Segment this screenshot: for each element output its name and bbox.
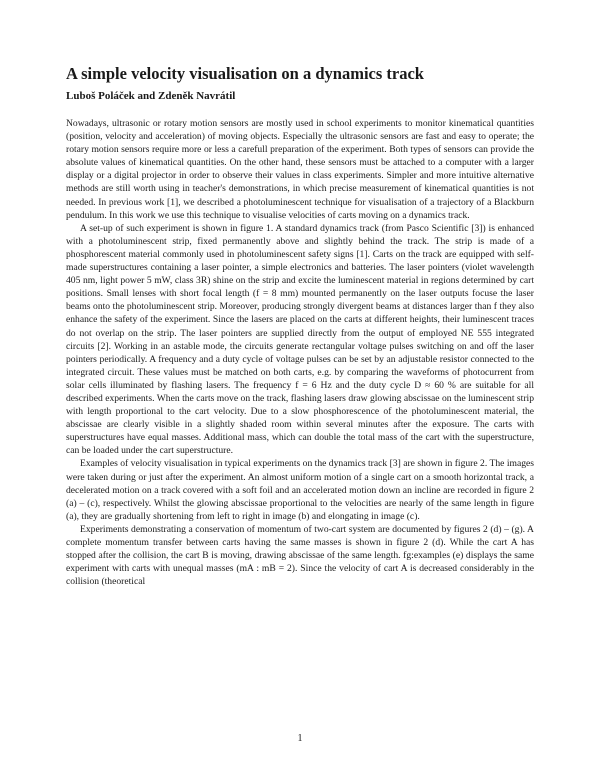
paragraph-examples: Examples of velocity visualisation in typical experiments on the dynamics track [3] are shown in figure 2. The images were taken during or just after the experiment. An almost uniform motion of a single cart on a smooth horizontal track, a decelerated motion on a track covered with a soft foil and an accelerated motion down an incline are recorded in figure 2 (a) – (c), respectively. Whilst the glowing abscissae proportional to the velocities are nearly of the same length in figure (a), they are gradually shortening from left to right in image (b) and elongating in image (c). <box>66 458 534 522</box>
paper-body <box>66 117 534 588</box>
page-number: 1 <box>297 733 303 744</box>
paragraph-setup: A set-up of such experiment is shown in figure 1. A standard dynamics track (from Pasco Scientific [3]) is enhanced with a photoluminescent strip, fixed permanently above and slightly behind the track. The strip is made of a phosphorescent material commonly used in photoluminescent safety signs [1]. Carts on the track are equipped with self-made superstructures containing a laser pointer, a simple electronics and batteries. The laser pointers (violet wavelength 405 nm, light power 5 mW, class 3R) shine on the strip and excite the luminescent material in regions determined by cart positions. Small lenses with short focal length (f = 8 mm) mounted permanently on the laser outputs focuse the laser beams onto the photoluminescent strip. Moreover, producing strongly divergent beams at distances larger than f they also enhance the safety of the experiment. Since the lasers are placed on the carts at different heights, their luminescent traces do not overlap on the strip. The laser pointers are supplied directly from the output of employed NE 555 integrated circuits [2]. Working in an astable mode, the circuits generate rectangular voltage pulses switching on and off the laser pointers periodically. A frequency and a duty cycle of voltage pulses can be set by an adjustable resistor connected to the integrated circuit. These values must be matched on both carts, e.g. by comparing the waveforms of photocurrent from solar cells illuminated by flashing lasers. The frequency f = 6 Hz and the duty cycle D ≈ 60 % are suitable for all described experiments. When the carts move on the track, flashing lasers draw glowing abscissae on the luminescent strip with length proportional to the cart velocity. Due to a slow phosphorescence of the photoluminescent material, the abscissae are clearly visible in a slightly shaded room within several minutes after the exposure. The carts with superstructures have equal masses. Additional mass, which can double the total mass of the cart with the superstructure, can be loaded under the cart superstructure. <box>66 222 534 457</box>
paper-title: A simple velocity visualisation on a dynamics track <box>66 64 424 83</box>
paragraph-momentum: Experiments demonstrating a conservation of momentum of two-cart system are documented by figures 2 (d) – (g). A complete momentum transfer between carts having the same masses is shown in figure 2 (d). While the cart A has stopped after the collision, the cart B is moving, drawing abscissae of the same length. fg:examples (e) displays the same experiment with carts with unequal masses (mA : mB = 2). Since the velocity of cart A is decreased considerably in the collision (theoretical <box>66 523 534 588</box>
paragraph-intro: Nowadays, ultrasonic or rotary motion sensors are mostly used in school experiments to monitor kinematical quantities (position, velocity and acceleration) of moving objects. Especially the ultrasonic sensors are fast and easy to operate; the rotary motion sensors require more or less a carefull preparation of the experiment. Both types of sensors can provide the absolute values of kinematical quantities. On the other hand, these sensors must be attached to a computer with a larger display or a digital projector in order to observe their values in class experiments. Simpler and more intuitive alternative methods are still worth using in teacher's demonstrations, in which precise measurement of kinematical quantities is not needed. In previous work [1], we described a photoluminescent technique for visualisation of a trajectory of a Blackburn pendulum. In this work we use this technique to visualise velocities of carts moving on a dynamics track. <box>66 118 534 221</box>
paper-authors: Luboš Poláček and Zdeněk Navrátil <box>66 90 236 102</box>
